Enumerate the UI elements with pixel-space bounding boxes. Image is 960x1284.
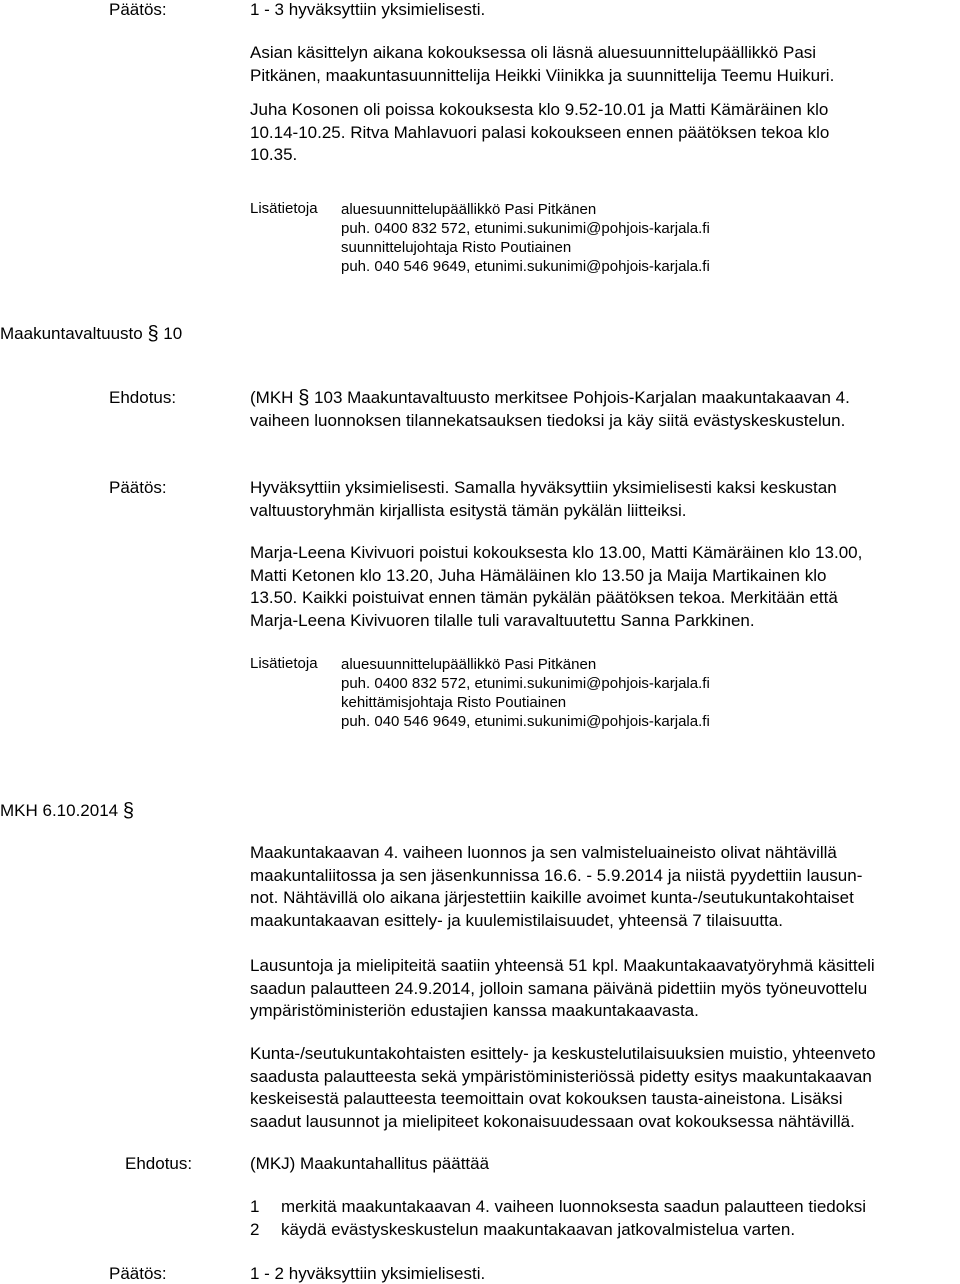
text-line: Pitkänen, maakuntasuunnittelija Heikki Viinikka ja suunnittelija Teemu Huikuri. <box>250 65 835 85</box>
ehdotus-text: (MKJ) Maakuntahallitus päättää <box>250 1154 490 1173</box>
contact-line: aluesuunnittelupäällikkö Pasi Pitkänen <box>341 201 597 218</box>
ehdotus-label: Ehdotus: <box>125 1154 193 1173</box>
ehdotus-text <box>250 387 850 432</box>
text-line: Asian käsittelyn aikana kokouksessa oli läsnä aluesuunnittelupäällikkö Pasi <box>250 43 817 62</box>
contact-line: puh. 0400 832 572, etunimi.sukunimi@pohjois-karjala.fi <box>341 675 710 692</box>
text-line: valtuustoryhmän kirjallista esitystä tämän pykälän liitteiksi. <box>250 500 687 520</box>
ehdotus-label: Ehdotus: <box>109 388 177 407</box>
contact-line: puh. 040 546 9649, etunimi.sukunimi@pohjois-karjala.fi <box>341 713 710 730</box>
text-line: not. Nähtävillä olo aikana järjestettiin kaikille avoimet kunta-/seutukuntakohtaiset <box>250 888 854 907</box>
text-line: Lausuntoja ja mielipiteitä saatiin yhteensä 51 kpl. Maakuntakaavatyöryhmä käsitteli <box>250 956 875 975</box>
text-line: vaiheen luonnoksen tilannekatsauksen tiedoksi ja käy siitä evästyskeskustelun. <box>250 410 846 430</box>
text-line: saadun palautteen 24.9.2014, jolloin samana päivänä pidettiin myös työneuvottelu <box>250 978 868 998</box>
list-item-number: 2 <box>250 1219 260 1239</box>
list-item-text: merkitä maakuntakaavan 4. vaiheen luonnoksesta saadun palautteen tiedoksi <box>281 1197 866 1216</box>
lisatietoja-label: Lisätietoja <box>250 655 318 672</box>
text-line: Juha Kosonen oli poissa kokouksesta klo 9.52-10.01 ja Matti Kämäräinen klo <box>250 100 829 119</box>
paragraph-1 <box>250 842 862 932</box>
text-line: maakuntaliitossa ja sen jäsenkunnissa 16.6. - 5.9.2014 ja niistä pyydettiin lausun- <box>250 865 863 885</box>
paatos-label: Päätös: <box>109 1264 167 1283</box>
paatos-text: 1 - 2 hyväksyttiin yksimielisesti. <box>250 1264 486 1283</box>
text-line <box>250 387 850 410</box>
text-line: 10.35. <box>250 145 298 164</box>
text-line: saadut lausunnot ja mielipiteet kokonaisuudessaan ovat kokouksessa nähtävillä. <box>250 1111 855 1131</box>
paragraph-2 <box>250 955 875 1023</box>
section-sign-icon: § <box>147 323 159 345</box>
paragraph-3 <box>250 1043 876 1133</box>
contact-line: puh. 0400 832 572, etunimi.sukunimi@pohjois-karjala.fi <box>341 220 710 237</box>
presence-paragraph <box>250 42 834 87</box>
section-heading <box>0 324 182 344</box>
paatos-text: 1 - 3 hyväksyttiin yksimielisesti. <box>250 0 486 19</box>
contact-block <box>341 200 710 276</box>
text-line: 13.50. Kaikki poistuivat ennen tämän pykälän päätöksen tekoa. Merkitään että <box>250 588 838 607</box>
text-line: maakuntakaavan esittely- ja kuulemistilaisuudet, yhteensä 7 tilaisuutta. <box>250 910 783 930</box>
contact-line: aluesuunnittelupäällikkö Pasi Pitkänen <box>341 656 597 673</box>
list-item <box>250 1196 866 1219</box>
text-line: Maakuntakaavan 4. vaiheen luonnos ja sen valmisteluaineisto olivat nähtävillä <box>250 843 837 862</box>
list-item-number: 1 <box>250 1197 260 1216</box>
ehdotus-line-1: 103 Maakuntavaltuusto merkitsee Pohjois-Karjalan maakuntakaavan 4. <box>314 388 850 407</box>
heading-text: Maakuntavaltuusto <box>0 324 143 343</box>
paatos-label: Päätös: <box>109 0 167 19</box>
text-line: Marja-Leena Kivivuori poistui kokouksesta klo 13.00, Matti Kämäräinen klo 13.00, <box>250 543 863 562</box>
absence-paragraph <box>250 99 829 167</box>
contact-line: puh. 040 546 9649, etunimi.sukunimi@pohjois-karjala.fi <box>341 258 710 275</box>
paatos-paragraph <box>250 477 837 522</box>
heading-text: MKH 6.10.2014 <box>0 801 119 820</box>
section-sign-icon: § <box>122 800 134 822</box>
text-line: keskeisestä palautteesta teemoittain ovat kokouksen tausta-aineistona. Lisäksi <box>250 1089 843 1108</box>
text-line: Marja-Leena Kivivuoren tilalle tuli varavaltuutettu Sanna Parkkinen. <box>250 610 755 630</box>
text-line: Matti Ketonen klo 13.20, Juha Hämäläinen klo 13.50 ja Maija Martikainen klo <box>250 565 827 585</box>
text-line: Hyväksyttiin yksimielisesti. Samalla hyväksyttiin yksimielisesti kaksi keskustan <box>250 478 837 497</box>
ehdotus-prefix: (MKH <box>250 388 294 407</box>
text-line: saadusta palautteesta sekä ympäristöministeriössä pidetty esitys maakuntakaavan <box>250 1066 872 1086</box>
text-line: 10.14-10.25. Ritva Mahlavuori palasi kokoukseen ennen päätöksen tekoa klo <box>250 122 830 142</box>
paatos-label: Päätös: <box>109 478 167 497</box>
contact-line: suunnittelujohtaja Risto Poutiainen <box>341 239 572 256</box>
text-line: ympäristöministeriön edustajien kanssa maakuntakaavasta. <box>250 1001 699 1020</box>
list-item <box>250 1219 866 1242</box>
section-heading <box>0 801 134 821</box>
departure-paragraph <box>250 542 862 632</box>
contact-line: kehittämisjohtaja Risto Poutiainen <box>341 694 567 711</box>
section-sign-icon: § <box>298 387 310 409</box>
lisatietoja-label: Lisätietoja <box>250 200 318 217</box>
list-item-text: käydä evästyskeskustelun maakuntakaavan jatkovalmistelua varten. <box>281 1219 796 1239</box>
heading-number: 10 <box>163 324 183 343</box>
text-line: Kunta-/seutukuntakohtaisten esittely- ja keskustelutilaisuuksien muistio, yhteenveto <box>250 1044 876 1063</box>
contact-block <box>341 655 710 731</box>
decision-list <box>250 1196 866 1241</box>
